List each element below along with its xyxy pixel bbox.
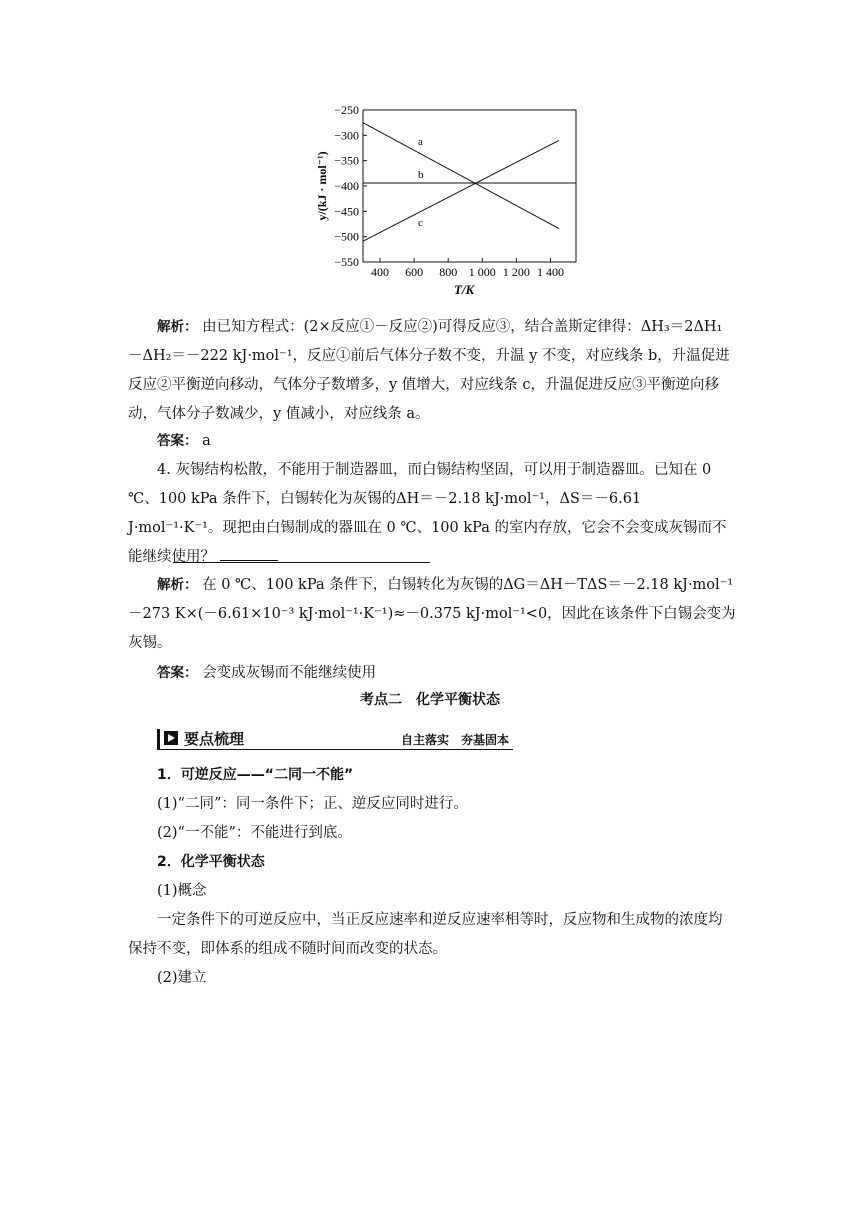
answer-blank-line: [173, 562, 430, 563]
point-two-same: (1)“二同”：同一条件下；正、逆反应同时进行。: [157, 796, 468, 812]
banner-title: 要点梳理: [184, 730, 245, 748]
answer-2: [128, 659, 736, 688]
answer-1: [128, 427, 736, 456]
series-label-b: b: [418, 169, 424, 181]
heading-equilibrium-state: 2．化学平衡状态: [157, 854, 265, 870]
section-banner: [157, 727, 513, 750]
answer-blank: [220, 546, 278, 561]
x-tick-label: 1 200: [502, 265, 530, 279]
question-4: [128, 456, 736, 572]
section-title: 考点二 化学平衡状态: [360, 692, 500, 708]
answer-2-text: 会变成灰锡而不能继续使用: [202, 665, 377, 681]
answer-1-label: 答案：: [157, 433, 198, 449]
y-tick-label: −550: [334, 255, 359, 269]
series-line-c: [363, 140, 559, 241]
series-label-a: a: [418, 136, 423, 148]
analysis-1-text: 由已知方程式：(2×反应①－反应②)可得反应③，结合盖斯定律得：ΔH₃＝2ΔH₁－ΔH₂＝－222 kJ·mol⁻¹，反应①前后气体分子数不变，升温 y 不变，对应线条 b，升温促进反应②平衡逆向移动，气体分子数增多，y 值增大，对应线条 c，升温促进反应③平衡逆向移动，气体分子数减少，y 值减小，对应线条 a。: [128, 319, 730, 422]
analysis-2: [128, 571, 736, 658]
question-4-text: 4. 灰锡结构松散，不能用于制造器皿，而白锡结构坚固，可以用于制造器皿。已知在 0 ℃、100 kPa 条件下，白锡转化为灰锡的ΔH＝－2.18 kJ·mol⁻¹，ΔS＝－6.61 J·mol⁻¹·K⁻¹。现把由白锡制成的器皿在 0 ℃、100 kPa 的室内存放，它会不会变成灰锡而不能继续使用？: [128, 462, 727, 565]
x-tick-label: 1 000: [468, 265, 496, 279]
x-axis-label: T/K: [454, 282, 475, 297]
heading-reversible-reaction: 1．可逆反应——“二同一不能”: [157, 767, 354, 783]
y-tick-label: −350: [334, 153, 359, 168]
play-icon: [164, 731, 178, 745]
concept-text: 一定条件下的可逆反应中，当正反应速率和逆反应速率相等时，反应物和生成物的浓度均保持不变，即体系的组成不随时间而改变的状态。: [128, 912, 723, 957]
banner-subtitle: 自主落实 夯基固本: [400, 733, 509, 747]
y-axis-label: y/(kJ · mol⁻¹): [315, 151, 329, 221]
y-tick-label: −450: [334, 204, 359, 219]
analysis-1: [128, 313, 736, 429]
x-tick-label: 600: [405, 265, 424, 279]
analysis-2-text: 在 0 ℃、100 kPa 条件下，白锡转化为灰锡的ΔG＝ΔH－TΔS＝－2.18 kJ·mol⁻¹－273 K×(－6.61×10⁻³ kJ·mol⁻¹·K⁻¹)≈－0.375 kJ·mol⁻¹<0，因此在该条件下白锡会变为灰锡。: [128, 577, 736, 651]
y-tick-label: −500: [334, 229, 359, 244]
x-tick-label: 400: [371, 265, 390, 279]
y-tick-label: −250: [334, 103, 359, 117]
analysis-2-label: 解析：: [157, 577, 198, 593]
series-line-a: [363, 123, 559, 229]
x-tick-label: 1 400: [536, 265, 564, 279]
banner-bar: [157, 729, 160, 749]
series-label-c: c: [418, 217, 423, 229]
x-tick-label: 800: [439, 265, 458, 279]
concept-label: (1)概念: [157, 883, 207, 899]
establish-label: (2)建立: [157, 970, 207, 986]
analysis-1-label: 解析：: [157, 319, 198, 335]
answer-1-text: a: [202, 433, 211, 449]
point-one-cannot: (2)“一不能”：不能进行到底。: [157, 825, 352, 841]
y-tick-label: −300: [334, 128, 359, 143]
y-tick-label: −400: [334, 179, 359, 193]
answer-2-label: 答案：: [157, 665, 198, 681]
